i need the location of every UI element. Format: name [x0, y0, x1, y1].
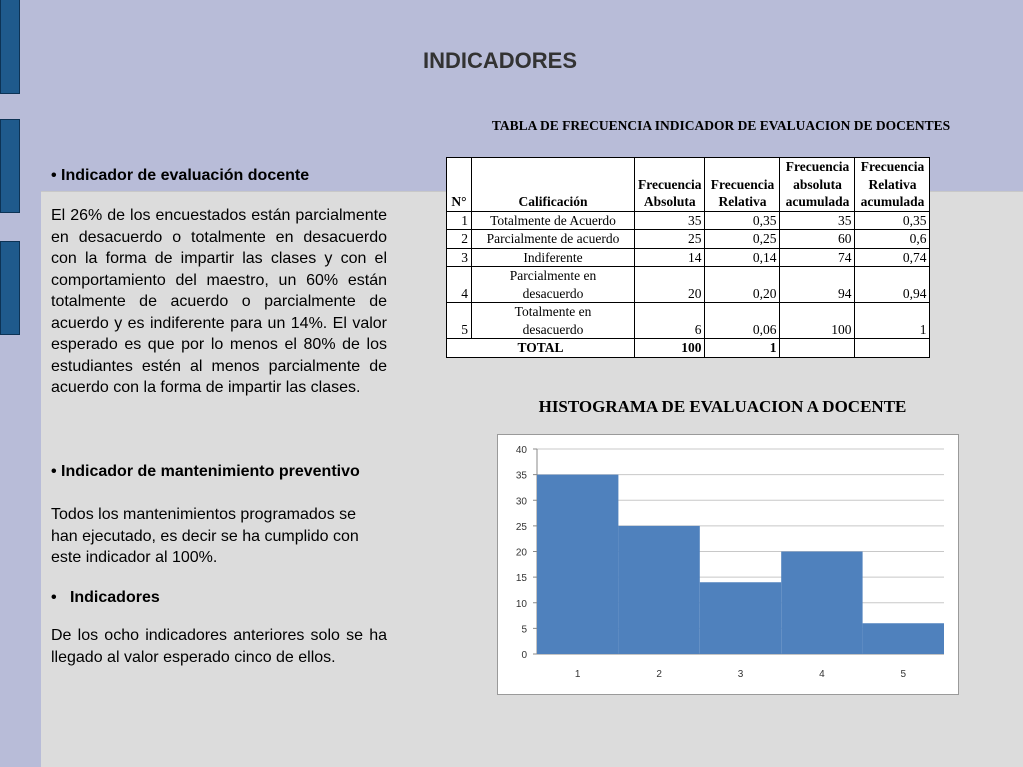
bar-3	[700, 582, 781, 654]
table-row	[447, 303, 930, 339]
cell-absoluta-acumulada: 60	[780, 230, 855, 249]
cell-relativa-acumulada: 0,35	[855, 211, 930, 230]
cell-relativa-acumulada: 0,74	[855, 248, 930, 267]
x-tick-label: 1	[574, 669, 581, 680]
cell-n: 1	[447, 211, 472, 230]
bullet-indicador-evaluacion: • Indicador de evaluación docente	[51, 167, 310, 184]
cell-frecuencia-absoluta: 6	[635, 303, 705, 339]
page-title: INDICADORES	[422, 48, 577, 73]
cell-n: 5	[447, 303, 472, 339]
total-frecuencia-relativa: 1	[705, 339, 780, 358]
y-tick-label: 15	[515, 573, 527, 585]
bullet1-body: El 26% de los encuestados están parcialmente en desacuerdo o totalmente en desacuerdo con la forma de impartir las clases y con el comportamiento del maestro, un 60% están totalmente de acuerdo o parcialmente de acuerdo y es indiferente para un 14%. El valor esperado es que por lo menos el 80% de los estudiantes estén al menos parcialmente de acuerdo con la forma de impartir las clases.	[51, 207, 387, 396]
histogram-title: HISTOGRAMA DE EVALUACION A DOCENTE	[538, 397, 907, 416]
cell-absoluta-acumulada: 74	[780, 248, 855, 267]
cell-calificacion: Totalmente de Acuerdo	[472, 211, 635, 230]
cell-calificacion: Parcialmente de acuerdo	[472, 230, 635, 249]
table-total-row	[447, 339, 930, 358]
y-tick-label: 20	[515, 547, 527, 559]
table-title: TABLA DE FRECUENCIA INDICADOR DE EVALUACION DE DOCENTES	[491, 118, 951, 133]
bullet-indicador-mantenimiento: • Indicador de mantenimiento preventivo	[51, 463, 360, 480]
bar-2	[618, 526, 699, 654]
cell-relativa-acumulada: 0,94	[855, 267, 930, 303]
table-header-row	[447, 158, 930, 212]
header-frecuencia-relativa-acumulada: Frecuencia Relativa acumulada	[855, 158, 930, 212]
table-row	[447, 230, 930, 249]
cell-absoluta-acumulada: 35	[780, 211, 855, 230]
header-n: N°	[447, 158, 472, 212]
y-tick-label: 30	[515, 496, 527, 508]
side-block-3	[0, 241, 20, 335]
histogram-chart	[497, 434, 959, 695]
cell-frecuencia-absoluta: 14	[635, 248, 705, 267]
bullet2-body: Todos los mantenimientos programados se han ejecutado, es decir se ha cumplido con este indicador al 100%.	[51, 506, 359, 566]
header-frecuencia-absoluta-acumulada: Frecuencia absoluta acumulada	[780, 158, 855, 212]
cell-frecuencia-relativa: 0,25	[705, 230, 780, 249]
bar-1	[537, 475, 618, 654]
bullet3-body: De los ocho indicadores anteriores solo se ha llegado al valor esperado cinco de ellos.	[51, 627, 387, 666]
bullet-indicadores: • Indicadores	[51, 589, 160, 606]
histogram-svg	[498, 435, 958, 694]
bar-5	[863, 623, 944, 654]
x-tick-label: 2	[656, 669, 662, 680]
cell-frecuencia-absoluta: 25	[635, 230, 705, 249]
cell-frecuencia-absoluta: 20	[635, 267, 705, 303]
cell-calificacion: Totalmente en desacuerdo	[472, 303, 635, 339]
y-tick-label: 40	[515, 445, 527, 456]
bullet1-heading: Indicador de evaluación docente	[61, 167, 310, 184]
y-tick-label: 0	[521, 650, 527, 661]
bullet2-heading: Indicador de mantenimiento preventivo	[61, 463, 360, 480]
total-absoluta-acumulada	[780, 339, 855, 358]
cell-absoluta-acumulada: 94	[780, 267, 855, 303]
total-frecuencia-absoluta: 100	[635, 339, 705, 358]
cell-frecuencia-absoluta: 35	[635, 211, 705, 230]
cell-n: 3	[447, 248, 472, 267]
cell-frecuencia-relativa: 0,06	[705, 303, 780, 339]
table-row	[447, 267, 930, 303]
cell-n: 4	[447, 267, 472, 303]
left-strip	[0, 0, 40, 767]
cell-frecuencia-relativa: 0,20	[705, 267, 780, 303]
table-row	[447, 211, 930, 230]
y-tick-label: 35	[515, 470, 527, 482]
cell-absoluta-acumulada: 100	[780, 303, 855, 339]
y-tick-label: 25	[515, 521, 527, 533]
header-frecuencia-relativa: Frecuencia Relativa	[705, 158, 780, 212]
header-calificacion: Calificación	[472, 158, 635, 212]
x-tick-label: 4	[819, 669, 825, 680]
cell-frecuencia-relativa: 0,35	[705, 211, 780, 230]
cell-calificacion: Indiferente	[472, 248, 635, 267]
frequency-table	[446, 157, 930, 358]
table-row	[447, 248, 930, 267]
y-tick-label: 5	[521, 624, 527, 636]
total-label: TOTAL	[447, 339, 635, 358]
total-relativa-acumulada	[855, 339, 930, 358]
cell-relativa-acumulada: 0,6	[855, 230, 930, 249]
cell-n: 2	[447, 230, 472, 249]
x-tick-label: 5	[900, 669, 907, 680]
bullet3-heading: Indicadores	[69, 589, 160, 606]
cell-frecuencia-relativa: 0,14	[705, 248, 780, 267]
side-block-1	[0, 0, 20, 94]
y-tick-label: 10	[515, 598, 527, 610]
x-tick-label: 3	[737, 669, 744, 680]
cell-relativa-acumulada: 1	[855, 303, 930, 339]
bar-4	[781, 552, 862, 655]
header-frecuencia-absoluta: Frecuencia Absoluta	[635, 158, 705, 212]
side-block-2	[0, 119, 20, 213]
cell-calificacion: Parcialmente en desacuerdo	[472, 267, 635, 303]
